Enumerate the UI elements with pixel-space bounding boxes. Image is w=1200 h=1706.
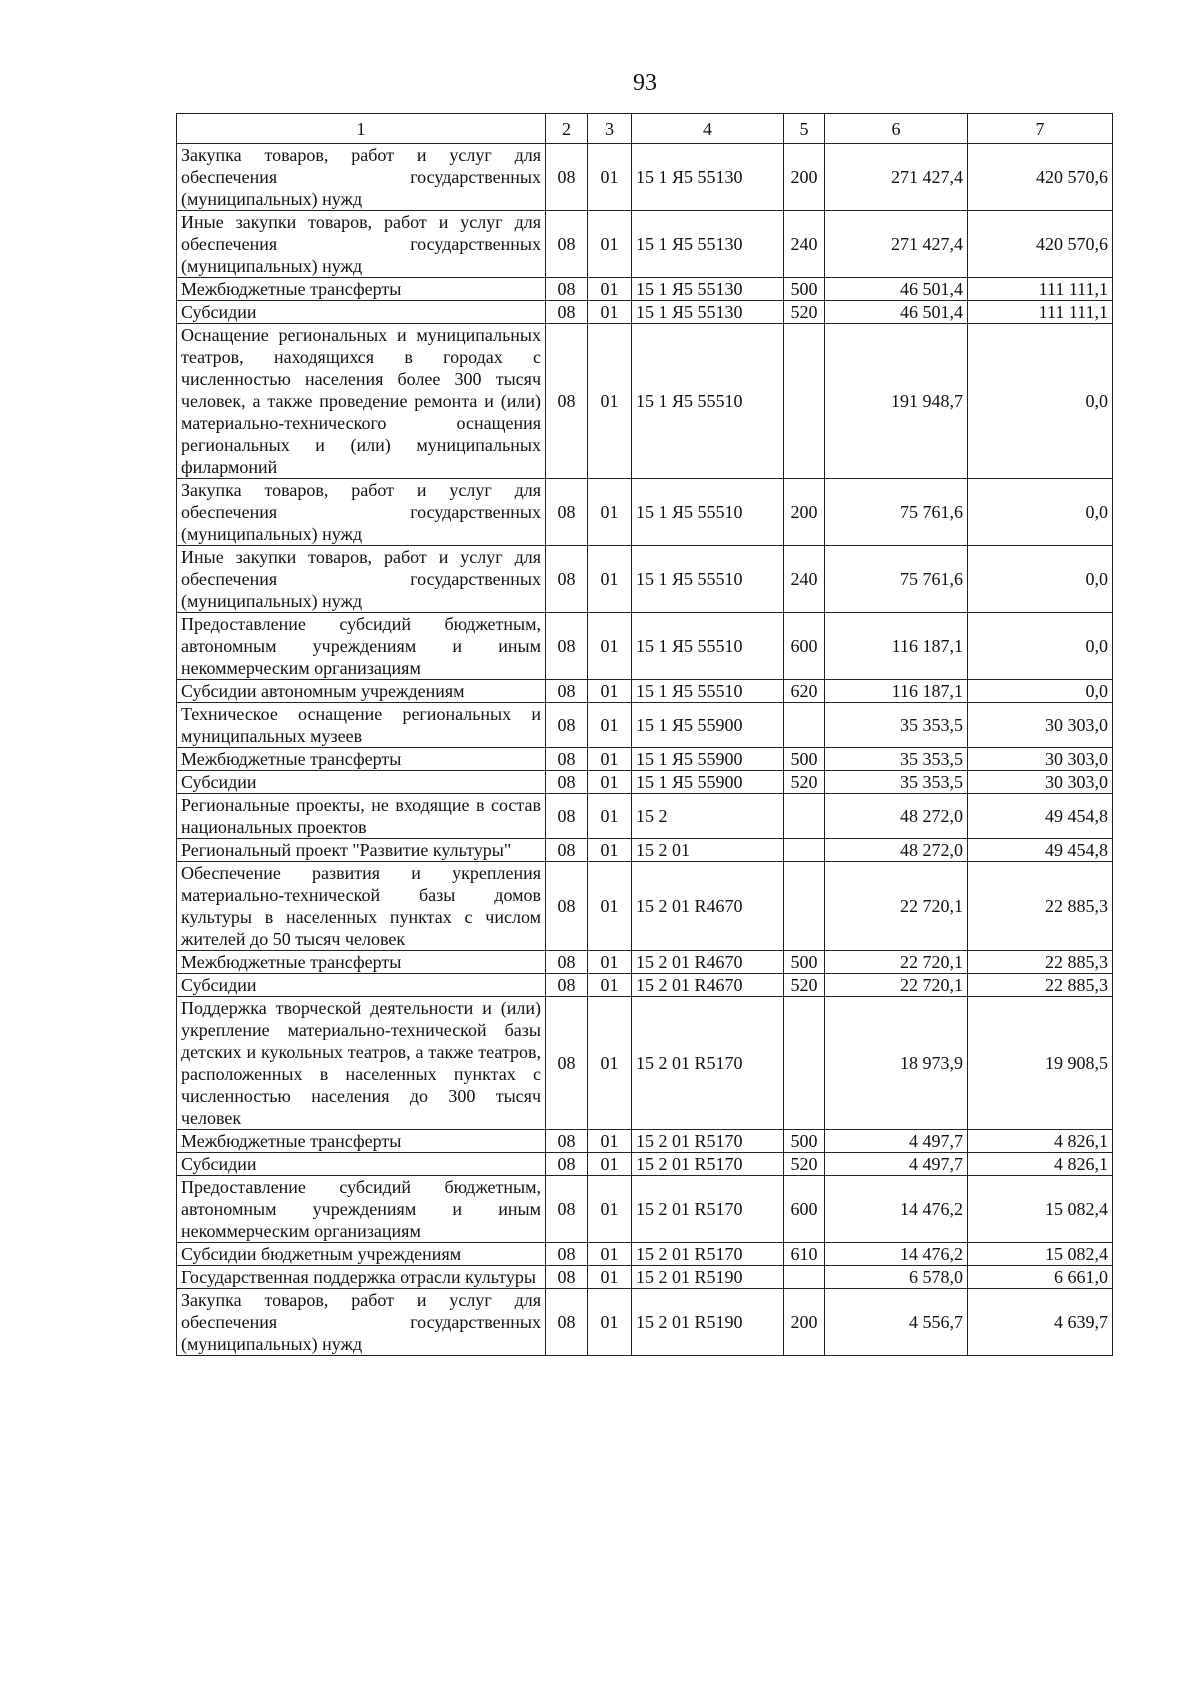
row-section: 08 xyxy=(546,703,588,748)
row-expense-type: 520 xyxy=(784,771,825,794)
row-expense-type xyxy=(784,703,825,748)
row-name: Предоставление субсидий бюджетным, автономным учреждениям и иным некоммерческим организациям xyxy=(177,1176,546,1243)
row-subsection: 01 xyxy=(588,794,632,839)
row-name: Закупка товаров, работ и услуг для обеспечения государственных (муниципальных) нужд xyxy=(177,144,546,211)
row-name: Субсидии xyxy=(177,771,546,794)
row-target-code: 15 1 Я5 55510 xyxy=(632,613,784,680)
row-target-code: 15 1 Я5 55510 xyxy=(632,479,784,546)
row-subsection: 01 xyxy=(588,324,632,479)
row-subsection: 01 xyxy=(588,546,632,613)
row-subsection: 01 xyxy=(588,1243,632,1266)
row-amount-year-1: 4 556,7 xyxy=(825,1289,968,1356)
row-expense-type: 240 xyxy=(784,546,825,613)
row-amount-year-1: 35 353,5 xyxy=(825,771,968,794)
row-amount-year-1: 35 353,5 xyxy=(825,703,968,748)
row-section: 08 xyxy=(546,211,588,278)
row-name: Межбюджетные трансферты xyxy=(177,748,546,771)
row-name: Субсидии бюджетным учреждениям xyxy=(177,1243,546,1266)
row-expense-type xyxy=(784,324,825,479)
row-expense-type: 500 xyxy=(784,278,825,301)
row-expense-type: 200 xyxy=(784,144,825,211)
row-section: 08 xyxy=(546,951,588,974)
table-row xyxy=(177,546,1113,613)
header-row xyxy=(177,114,1113,144)
row-subsection: 01 xyxy=(588,862,632,951)
row-expense-type: 520 xyxy=(784,301,825,324)
row-expense-type: 200 xyxy=(784,479,825,546)
row-target-code: 15 1 Я5 55130 xyxy=(632,211,784,278)
row-amount-year-2: 30 303,0 xyxy=(968,703,1113,748)
row-amount-year-2: 15 082,4 xyxy=(968,1243,1113,1266)
page-number: 93 xyxy=(633,70,657,96)
row-section: 08 xyxy=(546,301,588,324)
row-name: Межбюджетные трансферты xyxy=(177,951,546,974)
row-amount-year-1: 22 720,1 xyxy=(825,862,968,951)
row-target-code: 15 1 Я5 55130 xyxy=(632,144,784,211)
row-expense-type: 500 xyxy=(784,951,825,974)
row-amount-year-1: 191 948,7 xyxy=(825,324,968,479)
table-row xyxy=(177,278,1113,301)
row-target-code: 15 1 Я5 55900 xyxy=(632,771,784,794)
header-col-6: 6 xyxy=(825,114,968,144)
row-section: 08 xyxy=(546,997,588,1130)
row-amount-year-1: 14 476,2 xyxy=(825,1176,968,1243)
row-subsection: 01 xyxy=(588,680,632,703)
table-row xyxy=(177,951,1113,974)
header-col-5: 5 xyxy=(784,114,825,144)
table-row xyxy=(177,1266,1113,1289)
header-col-4: 4 xyxy=(632,114,784,144)
row-section: 08 xyxy=(546,1289,588,1356)
row-amount-year-1: 48 272,0 xyxy=(825,794,968,839)
row-amount-year-2: 111 111,1 xyxy=(968,301,1113,324)
row-expense-type: 240 xyxy=(784,211,825,278)
row-expense-type: 200 xyxy=(784,1289,825,1356)
row-target-code: 15 2 01 R4670 xyxy=(632,951,784,974)
row-amount-year-1: 22 720,1 xyxy=(825,974,968,997)
header-col-2: 2 xyxy=(546,114,588,144)
row-amount-year-2: 0,0 xyxy=(968,324,1113,479)
row-name: Субсидии xyxy=(177,974,546,997)
row-subsection: 01 xyxy=(588,951,632,974)
row-section: 08 xyxy=(546,974,588,997)
table-row xyxy=(177,974,1113,997)
row-amount-year-1: 4 497,7 xyxy=(825,1153,968,1176)
row-amount-year-2: 0,0 xyxy=(968,680,1113,703)
row-name: Межбюджетные трансферты xyxy=(177,278,546,301)
row-subsection: 01 xyxy=(588,974,632,997)
row-amount-year-1: 18 973,9 xyxy=(825,997,968,1130)
row-name: Обеспечение развития и укрепления материально-технической базы домов культуры в населенных пунктах с числом жителей до 50 тысяч человек xyxy=(177,862,546,951)
row-name: Оснащение региональных и муниципальных театров, находящихся в городах с численностью населения более 300 тысяч человек, а также проведение ремонта и (или) материально-технического оснащения региональных и (или) муниципальных филармоний xyxy=(177,324,546,479)
table-row xyxy=(177,703,1113,748)
table-row xyxy=(177,997,1113,1130)
row-subsection: 01 xyxy=(588,1130,632,1153)
row-amount-year-2: 4 826,1 xyxy=(968,1153,1113,1176)
row-target-code: 15 2 01 R5170 xyxy=(632,1153,784,1176)
table-row xyxy=(177,1289,1113,1356)
row-target-code: 15 2 01 R5190 xyxy=(632,1266,784,1289)
row-target-code: 15 2 01 R5170 xyxy=(632,1176,784,1243)
row-target-code: 15 1 Я5 55510 xyxy=(632,324,784,479)
row-subsection: 01 xyxy=(588,1176,632,1243)
row-name: Предоставление субсидий бюджетным, автономным учреждениям и иным некоммерческим организациям xyxy=(177,613,546,680)
row-subsection: 01 xyxy=(588,839,632,862)
row-name: Субсидии xyxy=(177,301,546,324)
row-amount-year-2: 22 885,3 xyxy=(968,951,1113,974)
row-section: 08 xyxy=(546,613,588,680)
row-name: Техническое оснащение региональных и муниципальных музеев xyxy=(177,703,546,748)
row-section: 08 xyxy=(546,1266,588,1289)
table-row xyxy=(177,479,1113,546)
budget-table xyxy=(176,113,1113,1356)
table-row xyxy=(177,1153,1113,1176)
row-amount-year-1: 75 761,6 xyxy=(825,546,968,613)
row-target-code: 15 2 01 R4670 xyxy=(632,862,784,951)
row-section: 08 xyxy=(546,1176,588,1243)
row-target-code: 15 2 01 R5170 xyxy=(632,1130,784,1153)
table-row xyxy=(177,211,1113,278)
row-name: Иные закупки товаров, работ и услуг для обеспечения государственных (муниципальных) нужд xyxy=(177,546,546,613)
row-section: 08 xyxy=(546,771,588,794)
row-subsection: 01 xyxy=(588,144,632,211)
table-row xyxy=(177,680,1113,703)
row-amount-year-1: 116 187,1 xyxy=(825,613,968,680)
row-expense-type xyxy=(784,862,825,951)
row-amount-year-1: 4 497,7 xyxy=(825,1130,968,1153)
row-target-code: 15 2 01 xyxy=(632,839,784,862)
row-section: 08 xyxy=(546,748,588,771)
row-section: 08 xyxy=(546,794,588,839)
row-amount-year-1: 46 501,4 xyxy=(825,278,968,301)
row-subsection: 01 xyxy=(588,278,632,301)
row-amount-year-1: 22 720,1 xyxy=(825,951,968,974)
row-expense-type xyxy=(784,839,825,862)
row-section: 08 xyxy=(546,546,588,613)
row-amount-year-2: 4 639,7 xyxy=(968,1289,1113,1356)
row-amount-year-1: 271 427,4 xyxy=(825,144,968,211)
row-subsection: 01 xyxy=(588,997,632,1130)
row-name: Закупка товаров, работ и услуг для обеспечения государственных (муниципальных) нужд xyxy=(177,479,546,546)
row-target-code: 15 1 Я5 55510 xyxy=(632,680,784,703)
row-name: Региональный проект "Развитие культуры" xyxy=(177,839,546,862)
row-amount-year-2: 19 908,5 xyxy=(968,997,1113,1130)
row-section: 08 xyxy=(546,1130,588,1153)
row-subsection: 01 xyxy=(588,1153,632,1176)
row-target-code: 15 2 01 R5190 xyxy=(632,1289,784,1356)
row-amount-year-1: 35 353,5 xyxy=(825,748,968,771)
row-target-code: 15 1 Я5 55130 xyxy=(632,301,784,324)
row-subsection: 01 xyxy=(588,301,632,324)
row-amount-year-1: 75 761,6 xyxy=(825,479,968,546)
row-subsection: 01 xyxy=(588,613,632,680)
row-subsection: 01 xyxy=(588,1289,632,1356)
table-row xyxy=(177,1130,1113,1153)
row-amount-year-2: 30 303,0 xyxy=(968,748,1113,771)
row-amount-year-1: 48 272,0 xyxy=(825,839,968,862)
table-row xyxy=(177,144,1113,211)
table-row xyxy=(177,771,1113,794)
row-expense-type: 520 xyxy=(784,1153,825,1176)
row-expense-type: 600 xyxy=(784,1176,825,1243)
table-row xyxy=(177,839,1113,862)
row-expense-type: 620 xyxy=(784,680,825,703)
row-section: 08 xyxy=(546,1153,588,1176)
row-amount-year-2: 49 454,8 xyxy=(968,839,1113,862)
row-section: 08 xyxy=(546,839,588,862)
row-amount-year-1: 14 476,2 xyxy=(825,1243,968,1266)
header-col-3: 3 xyxy=(588,114,632,144)
row-expense-type: 600 xyxy=(784,613,825,680)
row-name: Региональные проекты, не входящие в состав национальных проектов xyxy=(177,794,546,839)
row-subsection: 01 xyxy=(588,748,632,771)
row-amount-year-1: 271 427,4 xyxy=(825,211,968,278)
row-amount-year-2: 0,0 xyxy=(968,546,1113,613)
row-amount-year-1: 116 187,1 xyxy=(825,680,968,703)
row-name: Закупка товаров, работ и услуг для обеспечения государственных (муниципальных) нужд xyxy=(177,1289,546,1356)
row-amount-year-2: 420 570,6 xyxy=(968,144,1113,211)
row-name: Субсидии автономным учреждениям xyxy=(177,680,546,703)
row-target-code: 15 1 Я5 55900 xyxy=(632,748,784,771)
table-row xyxy=(177,613,1113,680)
row-subsection: 01 xyxy=(588,211,632,278)
header-col-1: 1 xyxy=(177,114,546,144)
table-row xyxy=(177,794,1113,839)
row-section: 08 xyxy=(546,1243,588,1266)
row-subsection: 01 xyxy=(588,771,632,794)
table-row xyxy=(177,1243,1113,1266)
row-name: Поддержка творческой деятельности и (или) укрепление материально-технической базы детских и кукольных театров, а также театров, расположенных в населенных пунктах с численностью населения до 300 тысяч человек xyxy=(177,997,546,1130)
row-section: 08 xyxy=(546,862,588,951)
row-amount-year-1: 6 578,0 xyxy=(825,1266,968,1289)
row-expense-type: 610 xyxy=(784,1243,825,1266)
row-target-code: 15 2 01 R5170 xyxy=(632,1243,784,1266)
row-subsection: 01 xyxy=(588,479,632,546)
row-name: Субсидии xyxy=(177,1153,546,1176)
row-amount-year-2: 4 826,1 xyxy=(968,1130,1113,1153)
row-section: 08 xyxy=(546,680,588,703)
row-amount-year-2: 22 885,3 xyxy=(968,974,1113,997)
row-amount-year-2: 0,0 xyxy=(968,479,1113,546)
row-target-code: 15 2 01 R5170 xyxy=(632,997,784,1130)
row-section: 08 xyxy=(546,324,588,479)
row-section: 08 xyxy=(546,479,588,546)
table-row xyxy=(177,1176,1113,1243)
table-row xyxy=(177,748,1113,771)
row-amount-year-2: 15 082,4 xyxy=(968,1176,1113,1243)
row-expense-type: 500 xyxy=(784,1130,825,1153)
row-target-code: 15 1 Я5 55900 xyxy=(632,703,784,748)
row-target-code: 15 1 Я5 55130 xyxy=(632,278,784,301)
row-expense-type xyxy=(784,997,825,1130)
row-amount-year-2: 30 303,0 xyxy=(968,771,1113,794)
row-amount-year-2: 49 454,8 xyxy=(968,794,1113,839)
row-amount-year-2: 22 885,3 xyxy=(968,862,1113,951)
row-target-code: 15 2 01 R4670 xyxy=(632,974,784,997)
row-name: Иные закупки товаров, работ и услуг для обеспечения государственных (муниципальных) нужд xyxy=(177,211,546,278)
row-name: Государственная поддержка отрасли культуры xyxy=(177,1266,546,1289)
row-amount-year-2: 420 570,6 xyxy=(968,211,1113,278)
row-expense-type: 520 xyxy=(784,974,825,997)
row-amount-year-2: 0,0 xyxy=(968,613,1113,680)
table-row xyxy=(177,862,1113,951)
row-expense-type xyxy=(784,1266,825,1289)
row-section: 08 xyxy=(546,144,588,211)
row-target-code: 15 2 xyxy=(632,794,784,839)
table-row xyxy=(177,301,1113,324)
row-name: Межбюджетные трансферты xyxy=(177,1130,546,1153)
table-body xyxy=(177,144,1113,1356)
row-section: 08 xyxy=(546,278,588,301)
row-target-code: 15 1 Я5 55510 xyxy=(632,546,784,613)
table-row xyxy=(177,324,1113,479)
row-subsection: 01 xyxy=(588,1266,632,1289)
row-expense-type: 500 xyxy=(784,748,825,771)
row-amount-year-2: 6 661,0 xyxy=(968,1266,1113,1289)
row-amount-year-2: 111 111,1 xyxy=(968,278,1113,301)
row-expense-type xyxy=(784,794,825,839)
row-amount-year-1: 46 501,4 xyxy=(825,301,968,324)
header-col-7: 7 xyxy=(968,114,1113,144)
row-subsection: 01 xyxy=(588,703,632,748)
